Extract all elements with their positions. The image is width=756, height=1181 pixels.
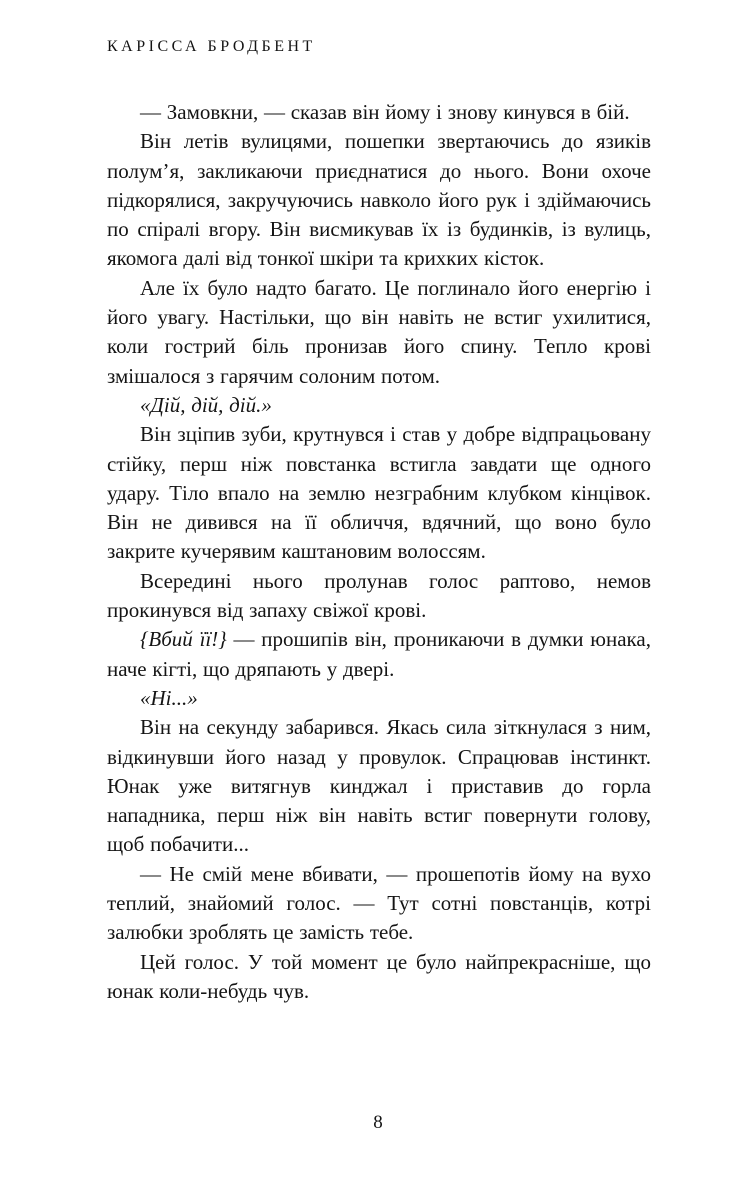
paragraph-segment-italic: {Вбий її!} [140,627,227,652]
paragraph-segment: — Не смій мене вбивати, — прошепотів йому на вухо теплий, знайомий голос. — Тут сотні повстанців, котрі залюбки зроблять це замість тебе. [107,861,651,945]
paragraph-segment: Він на секунду забарився. Якась сила зіткнулася з ним, відкинувши його назад у провулок. Спрацював інстинкт. Юнак уже витягнув кинджал і приставив до горла нападника, перш ніж він навіть встиг повернути голову, щоб побачити... [107,715,651,857]
paragraph [107,567,651,626]
paragraph-segment: Цей голос. У той момент це було найпрекрасніше, що юнак коли-небудь чув. [107,949,651,1003]
paragraph [107,860,651,948]
page-number: 8 [373,1112,383,1133]
paragraph [107,127,651,273]
running-header-author: КАРІССА БРОДБЕНТ [107,38,316,55]
paragraph [107,948,651,1007]
paragraph-segment: — прошипів він, проникаючи в думки юнака, наче кігті, що дряпають у двері. [107,627,651,681]
paragraph-segment: Він зціпив зуби, крутнувся і став у добре відпрацьовану стійку, перш ніж повстанка встигла завдати ще одного удару. Тіло впало на землю незграбним клубком кінцівок. Він не дивився на її обличчя, вдячний, що воно було закрите кучерявим каштановим волоссям. [107,422,651,564]
paragraph-segment-italic: «Дій, дій, дій.» [140,392,272,417]
paragraph-segment: — Замовкни, — сказав він йому і знову кинувся в бій. [140,100,630,124]
paragraph-segment: Він летів вулицями, пошепки звертаючись до язиків полум’я, закликаючи приєднатися до нього. Вони охоче підкорялися, закручуючись навколо його рук і здіймаючись по спіралі вгору. Він висмикував їх із будинків, із вулиць, якомога далі від тонкої шкіри та крихких кісток. [107,129,651,271]
paragraph [107,98,651,127]
paragraph [107,713,651,859]
paragraph [107,684,651,713]
paragraph [107,420,651,566]
paragraph-segment-italic: «Ні...» [140,685,198,710]
paragraph [107,391,651,420]
paragraph-segment: Всередині нього пролунав голос раптово, немов прокинувся від запаху свіжої крові. [107,568,651,623]
body-text [107,98,651,1006]
paragraph [107,274,651,391]
paragraph [107,625,651,684]
paragraph-segment: Але їх було надто багато. Це поглинало його енергію і його увагу. Настільки, що він навіть не встиг ухилитися, коли гострий біль пронизав його спину. Тепло крові змішалося з гарячим солоним потом. [107,275,651,388]
